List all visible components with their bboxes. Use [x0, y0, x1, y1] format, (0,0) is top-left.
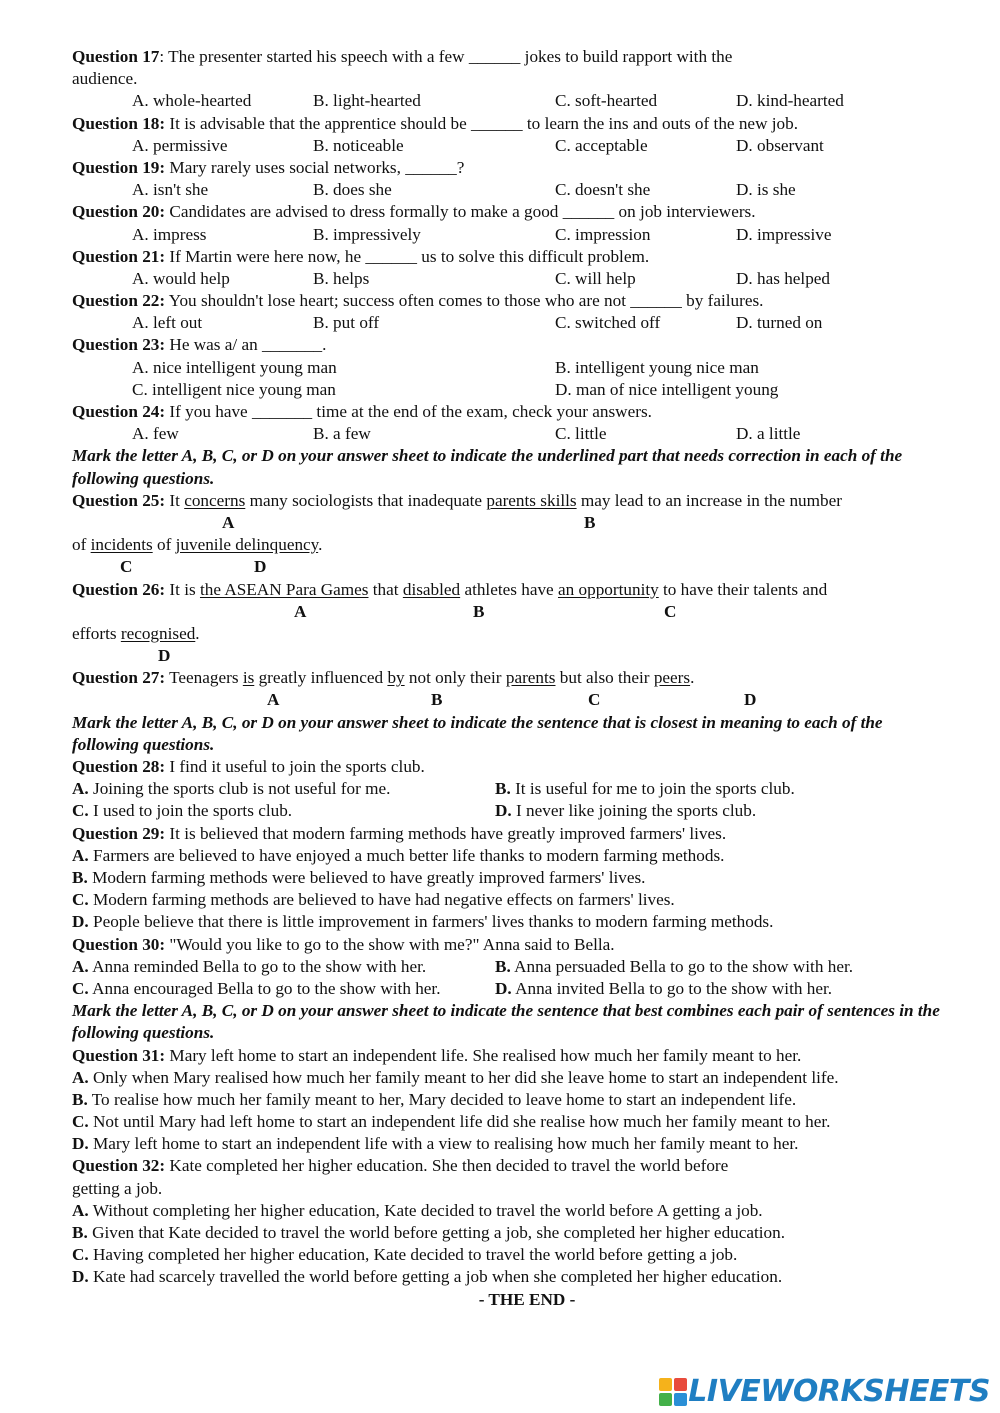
option-text: Modern farming methods are believed to have had negative effects on farmers' lives. [88, 890, 675, 910]
question-label: Question 23: [72, 335, 166, 355]
options-row [72, 224, 942, 246]
option-a[interactable]: A. impress [132, 224, 207, 244]
question-stem: You shouldn't lose heart; success often comes to those who are not ______ by failures. [165, 291, 764, 311]
question-label: Question 22: [72, 291, 166, 311]
question-19 [72, 157, 942, 179]
option-text: Farmers are believed to have enjoyed a much better life thanks to modern farming methods. [88, 845, 725, 865]
underlined-part-a[interactable]: is [242, 668, 255, 688]
question-20 [72, 201, 942, 223]
option-letter: A [72, 956, 85, 976]
options-row [72, 778, 942, 800]
option-d[interactable]: D. turned on [736, 313, 823, 333]
brand-name: LIVEWORKSHEETS [688, 1374, 990, 1409]
option-a[interactable]: A. Without completing her higher education, Kate decided to travel the world before A getting a job. [72, 1200, 763, 1220]
question-stem: He was a/ an _______. [165, 335, 327, 355]
question-label: Question 24: [72, 402, 166, 421]
underlined-part-d[interactable]: recognised [120, 623, 196, 643]
options-row [72, 379, 942, 401]
option-c[interactable]: C. doesn't she [555, 180, 651, 200]
letter-row [72, 601, 942, 623]
text: of [152, 535, 176, 555]
option-text: To realise how much her family meant to her, Mary decided to leave home to start an independent life. [87, 1089, 797, 1109]
option-b[interactable]: B. Given that Kate decided to travel the world before getting a job, she completed her higher education. [72, 1223, 786, 1243]
option-a[interactable]: A. Anna reminded Bella to go to the show with her. [72, 956, 427, 976]
option-letter: A [72, 1067, 85, 1087]
underlined-part-d[interactable]: juvenile delinquency [175, 535, 319, 555]
option-text: Mary left home to start an independent life with a view to realising how much her family meant to her. [88, 1134, 799, 1154]
option-c[interactable]: C. Modern farming methods are believed to have had negative effects on farmers' lives. [72, 890, 675, 910]
underlined-part-a[interactable]: the ASEAN Para Games [199, 579, 369, 599]
option-d[interactable]: D. man of nice intelligent young [555, 379, 779, 399]
option-text: Only when Mary realised how much her family meant to her did she leave home to start an independent life. [88, 1067, 839, 1087]
option-text: Kate had scarcely travelled the world before getting a job when she completed her higher education. [88, 1267, 783, 1287]
letter-c: C [664, 601, 677, 621]
letter-row [72, 556, 942, 578]
text: . [690, 668, 695, 688]
options-row [72, 135, 942, 157]
option-b[interactable]: B. intelligent young nice man [555, 357, 759, 377]
section-instruction-closest-meaning: Mark the letter A, B, C, or D on your answer sheet to indicate the sentence that is closest in meaning to each of the following questions. [72, 712, 883, 754]
question-32 [72, 1155, 942, 1177]
question-stem: Mary left home to start an independent life. She realised how much her family meant to her. [165, 1045, 802, 1065]
option-text: Anna invited Bella to go to the show with her. [511, 978, 833, 998]
option-a[interactable]: A. Only when Mary realised how much her family meant to her did she leave home to start an independent life. [72, 1067, 839, 1087]
options-row [72, 423, 942, 445]
underlined-part-a[interactable]: concerns [184, 490, 246, 510]
question-label: Question 17 [72, 47, 160, 66]
question-label: Question 21: [72, 246, 166, 266]
option-c[interactable]: C. Not until Mary had left home to start an independent life did she realise how much her family meant to her. [72, 1112, 831, 1132]
letter-row [72, 645, 942, 667]
letter-row [72, 512, 942, 534]
letter-b: B [473, 601, 485, 621]
option-c[interactable]: C. I used to join the sports club. [72, 801, 293, 821]
question-27 [72, 667, 942, 689]
question-stem: I find it useful to join the sports club. [165, 757, 425, 777]
question-stem: : The presenter started his speech with a few ______ jokes to build rapport with the [159, 47, 733, 66]
underlined-part-c[interactable]: an opportunity [557, 579, 659, 599]
option-letter: D [72, 1134, 85, 1154]
option-letter: A [72, 845, 85, 865]
question-stem: Mary rarely uses social networks, ______? [165, 157, 465, 177]
option-c[interactable]: C. Having completed her higher education, Kate decided to travel the world before getting a job. [72, 1245, 738, 1265]
question-31 [72, 1045, 942, 1067]
text: that [368, 579, 403, 599]
question-label: Question 32: [72, 1156, 166, 1176]
option-letter: A [72, 779, 85, 799]
option-a[interactable]: A. nice intelligent young man [132, 357, 337, 377]
question-26-cont [72, 623, 942, 645]
option-b[interactable]: B. impressively [313, 224, 421, 244]
option-letter: D [495, 978, 508, 998]
option-d[interactable]: D. a little [736, 424, 801, 444]
question-25-cont [72, 534, 942, 556]
option-text: It is useful for me to join the sports club. [510, 779, 795, 799]
text: . [195, 623, 200, 643]
question-label: Question 18: [72, 113, 166, 133]
question-label: Question 20: [72, 202, 166, 222]
text: efforts [72, 623, 121, 643]
option-a[interactable]: A. Joining the sports club is not useful for me. [72, 779, 391, 799]
option-d[interactable]: D. I never like joining the sports club. [495, 801, 757, 821]
option-d[interactable]: D. Kate had scarcely travelled the world before getting a job when she completed her higher education. [72, 1267, 783, 1287]
option-letter: C [72, 978, 85, 998]
option-text: Given that Kate decided to travel the world before getting a job, she completed her higher education. [87, 1223, 786, 1243]
option-c[interactable]: C. switched off [555, 313, 661, 333]
option-letter: B [72, 1223, 84, 1243]
option-letter: A [72, 1200, 85, 1220]
underlined-part-c[interactable]: incidents [90, 535, 153, 555]
text: not only their [404, 668, 506, 688]
letter-a: A [267, 690, 280, 710]
option-text: Not until Mary had left home to start an independent life did she realise how much her family meant to her. [88, 1112, 831, 1132]
options-row [72, 312, 942, 334]
option-text: I used to join the sports club. [88, 801, 293, 821]
option-d[interactable]: D. Anna invited Bella to go to the show with her. [495, 978, 833, 998]
option-b[interactable]: B. Anna persuaded Bella to go to the show with her. [495, 956, 854, 976]
question-label: Question 19: [72, 157, 166, 177]
option-letter: B [495, 956, 507, 976]
option-letter: C [72, 1112, 85, 1132]
option-a[interactable]: A. few [132, 424, 179, 444]
option-d[interactable]: D. impressive [736, 224, 832, 244]
option-b[interactable]: B. put off [313, 313, 380, 333]
question-stem-cont: getting a job. [72, 1178, 163, 1198]
option-b[interactable]: B. noticeable [313, 135, 404, 155]
option-letter: B [72, 868, 84, 887]
text: It [165, 490, 185, 510]
option-text: Modern farming methods were believed to have greatly improved farmers' lives. [87, 868, 646, 887]
option-b[interactable]: B. To realise how much her family meant to her, Mary decided to leave home to start an independent life. [72, 1089, 797, 1109]
question-stem: "Would you like to go to the show with me?" Anna said to Bella. [165, 934, 615, 954]
letter-b: B [431, 690, 443, 710]
option-a[interactable]: A. would help [132, 268, 230, 288]
question-24 [72, 401, 942, 423]
the-end: - THE END - [478, 1289, 576, 1309]
option-letter: C [72, 801, 85, 821]
option-letter: D [72, 912, 85, 932]
text: It is [165, 579, 200, 599]
question-18 [72, 113, 942, 135]
question-17 [72, 46, 942, 68]
option-text: Joining the sports club is not useful for me. [88, 779, 391, 799]
options-row [72, 179, 942, 201]
letter-d: D [254, 557, 267, 577]
question-label: Question 28: [72, 757, 166, 777]
question-25 [72, 490, 942, 512]
option-a[interactable]: A. whole-hearted [132, 91, 252, 111]
option-letter: B [72, 1089, 84, 1109]
option-d[interactable]: D. observant [736, 135, 824, 155]
question-stem: If you have _______ time at the end of the exam, check your answers. [165, 402, 652, 421]
question-23 [72, 334, 942, 356]
text: Teenagers [165, 668, 243, 688]
question-26 [72, 579, 942, 601]
option-c[interactable]: C. impression [555, 224, 651, 244]
options-row [72, 800, 942, 822]
option-d[interactable]: D. is she [736, 180, 796, 200]
question-label: Question 25: [72, 490, 166, 510]
option-c[interactable]: C. intelligent nice young man [132, 379, 336, 399]
option-letter: C [72, 890, 85, 910]
option-c[interactable]: C. little [555, 424, 607, 444]
letter-row [72, 689, 942, 711]
option-d[interactable]: D. kind-hearted [736, 91, 844, 111]
option-text: Anna persuaded Bella to go to the show with her. [510, 956, 854, 976]
option-text: Anna encouraged Bella to go to the show with her. [88, 978, 441, 998]
letter-d: D [158, 646, 171, 666]
question-21 [72, 246, 942, 268]
option-b[interactable]: B. a few [313, 424, 371, 444]
letter-c: C [120, 557, 133, 577]
question-stem: It is believed that modern farming methods have greatly improved farmers' lives. [165, 823, 727, 843]
text: athletes have [460, 579, 558, 599]
option-text: I never like joining the sports club. [511, 801, 757, 821]
question-label: Question 26: [72, 579, 166, 599]
text: many sociologists that inadequate [245, 490, 487, 510]
option-text: Having completed her higher education, Kate decided to travel the world before getting a job. [88, 1245, 738, 1265]
option-d[interactable]: D. Mary left home to start an independent life with a view to realising how much her family meant to her. [72, 1134, 799, 1154]
option-b[interactable]: B. does she [313, 180, 392, 200]
option-c[interactable]: C. soft-hearted [555, 91, 658, 111]
question-29 [72, 823, 942, 845]
option-c[interactable]: C. will help [555, 268, 636, 288]
option-a[interactable]: A. left out [132, 313, 203, 333]
text: may lead to an increase in the number [576, 490, 842, 510]
worksheet-page [72, 46, 942, 1311]
question-stem: If Martin were here now, he ______ us to solve this difficult problem. [165, 246, 650, 266]
option-b[interactable]: B. helps [313, 268, 370, 288]
text: to have their talents and [658, 579, 828, 599]
liveworksheets-icon [658, 1377, 688, 1407]
question-30 [72, 934, 942, 956]
underlined-part-b[interactable]: by [387, 668, 405, 688]
option-letter: C [72, 1245, 85, 1265]
option-d[interactable]: D. has helped [736, 268, 831, 288]
options-row [72, 90, 942, 112]
option-text: People believe that there is little improvement in farmers' lives thanks to modern farming methods. [88, 912, 774, 932]
option-b[interactable]: B. light-hearted [313, 91, 421, 111]
option-a[interactable]: A. Farmers are believed to have enjoyed a much better life thanks to modern farming methods. [72, 845, 725, 865]
option-c[interactable]: C. Anna encouraged Bella to go to the show with her. [72, 978, 441, 998]
text: but also their [555, 668, 654, 688]
option-letter: B [495, 779, 507, 799]
letter-a: A [222, 512, 235, 532]
text: . [318, 535, 323, 555]
options-row [72, 978, 942, 1000]
question-label: Question 27: [72, 668, 166, 688]
question-label: Question 30: [72, 934, 166, 954]
liveworksheets-logo[interactable] [658, 1374, 990, 1409]
options-row [72, 956, 942, 978]
text: of [72, 535, 91, 555]
question-stem: Candidates are advised to dress formally to make a good ______ on job interviewers. [165, 202, 756, 222]
options-row [72, 357, 942, 379]
section-instruction-combine: Mark the letter A, B, C, or D on your answer sheet to indicate the sentence that best combines each pair of sentences in the following questions. [72, 1001, 940, 1043]
question-label: Question 29: [72, 823, 166, 843]
option-d[interactable]: D. People believe that there is little improvement in farmers' lives thanks to modern farming methods. [72, 912, 774, 932]
letter-d: D [744, 690, 757, 710]
letter-b: B [584, 512, 596, 532]
underlined-part-b[interactable]: disabled [402, 579, 461, 599]
option-a[interactable]: A. permissive [132, 135, 228, 155]
option-letter: D [72, 1267, 85, 1287]
question-22 [72, 290, 942, 312]
underlined-part-b[interactable]: parents skills [486, 490, 577, 510]
underlined-part-c[interactable]: parents [505, 668, 556, 688]
question-28 [72, 756, 942, 778]
option-a[interactable]: A. isn't she [132, 180, 209, 200]
option-text: Anna reminded Bella to go to the show with her. [88, 956, 427, 976]
section-instruction-error: Mark the letter A, B, C, or D on your answer sheet to indicate the underlined part that needs correction in each of the following questions. [72, 446, 903, 488]
underlined-part-d[interactable]: peers [653, 668, 691, 688]
option-text: Without completing her higher education, Kate decided to travel the world before A getting a job. [88, 1200, 763, 1220]
text: greatly influenced [254, 668, 388, 688]
letter-c: C [588, 690, 601, 710]
option-b[interactable]: B. Modern farming methods were believed to have greatly improved farmers' lives. [72, 868, 646, 887]
question-stem: It is advisable that the apprentice should be ______ to learn the ins and outs of the new job. [165, 113, 799, 133]
letter-a: A [294, 601, 307, 621]
question-stem: Kate completed her higher education. She then decided to travel the world before [165, 1156, 729, 1176]
option-c[interactable]: C. acceptable [555, 135, 648, 155]
options-row [72, 268, 942, 290]
option-letter: D [495, 801, 508, 821]
option-b[interactable]: B. It is useful for me to join the sports club. [495, 779, 795, 799]
question-label: Question 31: [72, 1045, 166, 1065]
question-stem-cont: audience. [72, 69, 138, 89]
